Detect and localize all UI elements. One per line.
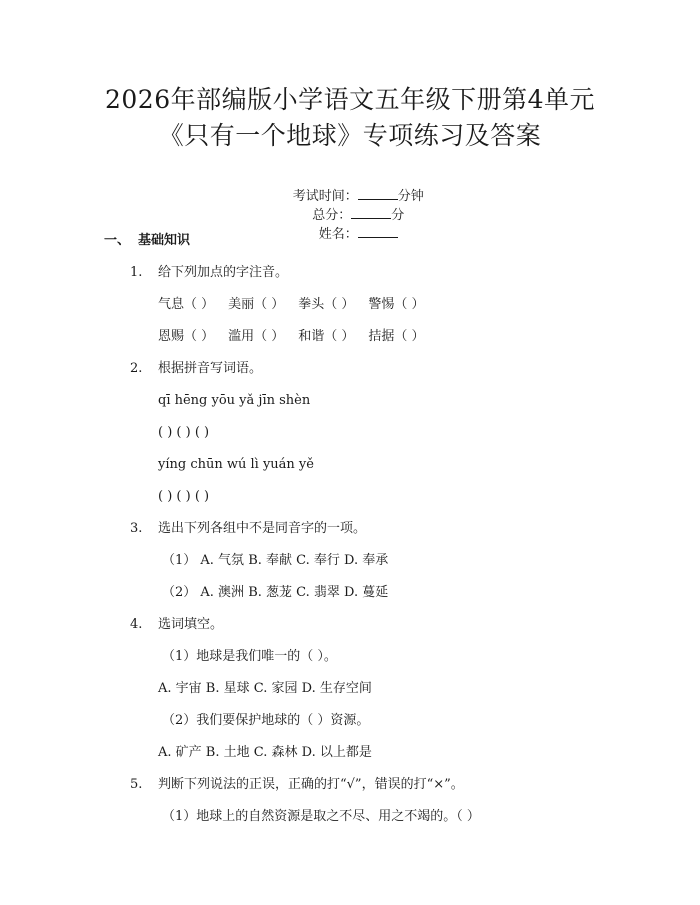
question-text: 选出下列各组中不是同音字的一项。 xyxy=(158,521,367,536)
q4-part2: （2）我们要保护地球的（ ）资源。 xyxy=(162,713,370,728)
question-number: 4. xyxy=(130,617,143,632)
q4-part2-options: A. 矿产 B. 土地 C. 森林 D. 以上都是 xyxy=(158,745,372,760)
question-text: 选词填空。 xyxy=(158,617,224,632)
q1-item: 气息（ ） xyxy=(158,297,215,312)
time-label: 考试时间： xyxy=(292,189,358,204)
q3-option-1: （1） A. 气氛 B. 奉献 C. 奉行 D. 奉承 xyxy=(162,553,389,568)
question-text: 根据拼音写词语。 xyxy=(158,361,263,376)
q4-part1-options: A. 宇宙 B. 星球 C. 家园 D. 生存空间 xyxy=(158,681,372,696)
page-title-line2: 《只有一个地球》专项练习及答案 xyxy=(158,121,542,150)
q1-item: 警惕（ ） xyxy=(368,297,425,312)
question-number: 3. xyxy=(130,521,143,536)
section-heading xyxy=(104,232,190,250)
exam-time xyxy=(293,189,424,204)
exam-name xyxy=(319,227,398,242)
section-title: 基础知识 xyxy=(138,233,191,248)
exam-score xyxy=(312,208,404,223)
q2-blanks2: ( ) ( ) ( ) xyxy=(158,489,210,504)
q5-part1: （1）地球上的自然资源是取之不尽、用之不竭的。（ ） xyxy=(162,809,480,824)
q1-item: 美丽（ ） xyxy=(228,297,285,312)
score-label: 总分： xyxy=(312,208,352,223)
time-blank xyxy=(358,187,398,200)
time-unit: 分钟 xyxy=(397,189,424,204)
q3-option-2: （2） A. 澳洲 B. 葱茏 C. 翡翠 D. 蔓延 xyxy=(162,585,389,600)
page-title-line1: 2026年部编版小学语文五年级下册第4单元 xyxy=(104,85,596,114)
name-label: 姓名： xyxy=(318,227,358,242)
section-number: 一、 xyxy=(104,233,131,248)
question-text: 判断下列说法的正误，正确的打“√”，错误的打“×”。 xyxy=(158,777,464,792)
q2-pinyin2: yíng chūn wú lì yuán yě xyxy=(158,457,314,472)
question-number: 2. xyxy=(130,361,143,376)
question-text: 给下列加点的字注音。 xyxy=(158,265,289,280)
q1-item: 滥用（ ） xyxy=(228,329,285,344)
q2-pinyin1: qī hēng yōu yǎ jīn shèn xyxy=(158,393,311,408)
q4-part1: （1）地球是我们唯一的（ ）。 xyxy=(162,649,337,664)
q1-item: 拮据（ ） xyxy=(368,329,425,344)
question-number: 5. xyxy=(130,777,143,792)
score-unit: 分 xyxy=(391,208,405,223)
question-number: 1. xyxy=(130,265,143,280)
q1-row1 xyxy=(158,296,425,314)
name-blank xyxy=(358,225,398,238)
q1-item: 拳头（ ） xyxy=(298,297,355,312)
q2-blanks1: ( ) ( ) ( ) xyxy=(158,425,210,440)
q1-item: 恩赐（ ） xyxy=(158,329,215,344)
q1-row2 xyxy=(158,328,425,346)
q1-item: 和谐（ ） xyxy=(298,329,355,344)
score-blank xyxy=(351,206,391,219)
